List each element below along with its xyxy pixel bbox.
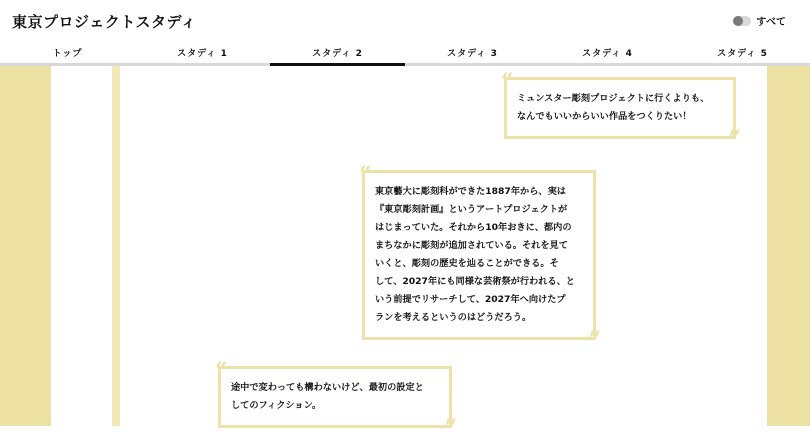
- quote-text: ミュンスター彫刻プロジェクトに行くよりも、 なんでもいいからいい作品をつくりたい！: [517, 93, 710, 122]
- tab-study-2[interactable]: スタディ 2: [270, 46, 405, 66]
- toggle-label: すべて: [756, 17, 786, 28]
- open-quote-icon: “: [501, 69, 514, 95]
- open-quote-icon: “: [215, 358, 228, 384]
- quote-box-3: [215, 358, 457, 441]
- left-accent-band: [0, 66, 51, 426]
- quote-box-2: [359, 162, 601, 353]
- open-quote-icon: “: [359, 162, 372, 188]
- quote-box-1: [501, 69, 741, 152]
- toggle-knob: [733, 16, 743, 26]
- study-tabs: [0, 46, 810, 66]
- tab-study-1[interactable]: スタディ 1: [177, 49, 228, 59]
- tab-study-5[interactable]: スタディ 5: [717, 49, 768, 59]
- close-quote-icon: ”: [728, 126, 741, 152]
- site-title[interactable]: 東京プロジェクトスタディ: [12, 13, 197, 31]
- right-accent-band: [767, 66, 810, 426]
- close-quote-icon: ”: [588, 327, 601, 353]
- timeline-line: [112, 66, 120, 426]
- quote-text: 途中で変わっても構わないけど、最初の設定と してのフィクション。: [231, 382, 424, 411]
- toggle-switch[interactable]: [733, 16, 751, 26]
- show-all-toggle[interactable]: [733, 13, 786, 28]
- quote-text: 東京藝大に彫刻科ができた1887年から、実は 『東京彫刻計画』というアートプロジェクトが はじまっていた。それから10年おきに、都内の まちなかに彫刻が追加されている。それを見て いくと、彫刻の歴史を辿ることができる。そ して、2027年にも同様な芸術祭が行われる、と いう前提でリサーチして、2027年へ向けたプ ランを考えるというのはどうだろう。: [375, 186, 575, 323]
- tab-top[interactable]: トップ: [52, 49, 83, 59]
- site-header: [0, 0, 810, 46]
- close-quote-icon: ”: [444, 415, 457, 441]
- tab-study-3[interactable]: スタディ 3: [447, 49, 498, 59]
- tab-study-4[interactable]: スタディ 4: [582, 49, 633, 59]
